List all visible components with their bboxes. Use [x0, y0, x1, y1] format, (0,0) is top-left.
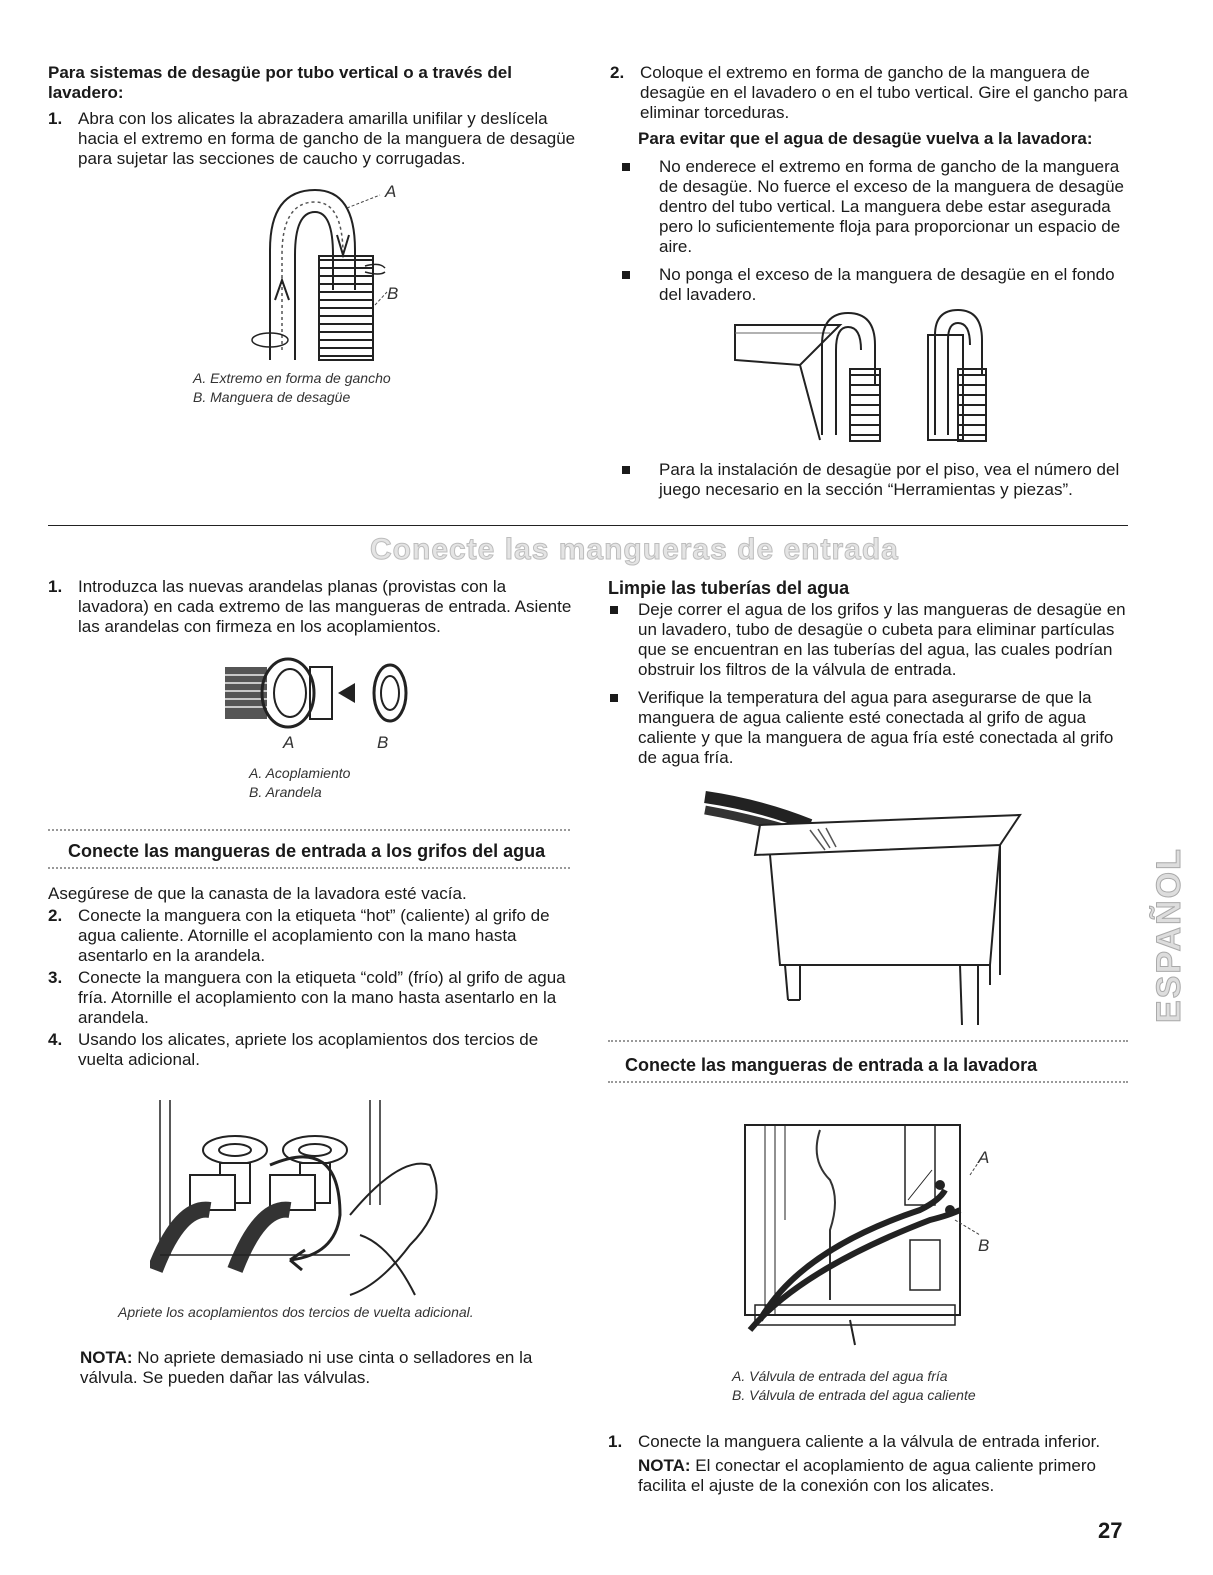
washer-step-1	[608, 1432, 1133, 1452]
caption-a: A. Válvula de entrada del agua fría	[732, 1368, 948, 1384]
backflow-bullet	[610, 460, 1130, 500]
faucets-heading: Conecte las mangueras de entrada a los grifos del agua	[68, 841, 546, 861]
bullet-icon	[610, 606, 618, 614]
heading-rule	[608, 1040, 1128, 1044]
figure-label-a: A	[978, 1148, 990, 1167]
step-number: 3.	[48, 968, 63, 987]
step-number: 1.	[48, 577, 63, 596]
note-label: NOTA:	[80, 1348, 133, 1367]
step-text: Conecte la manguera con la etiqueta “hot” (caliente) al grifo de agua caliente. Atornille el acoplamiento con la mano hasta asentarlo en la arandela.	[78, 906, 550, 965]
language-side-tab: ESPAÑOL	[1150, 847, 1188, 1023]
faucets-intro: Asegúrese de que la canasta de la lavadora esté vacía.	[48, 884, 467, 903]
step-text: Coloque el extremo en forma de gancho de la manguera de desagüe en el lavadero o en el tubo vertical. Gire el gancho para eliminar torceduras.	[640, 63, 1128, 122]
step-text: Usando los alicates, apriete los acoplamientos dos tercios de vuelta adicional.	[78, 1030, 539, 1069]
faucets-note	[80, 1348, 570, 1388]
caption-a: A. Acoplamiento	[249, 765, 351, 781]
bullet-text: Verifique la temperatura del agua para asegurarse de que la manguera de agua caliente esté conectada al grifo de agua caliente y que la manguera de agua fría esté conectada al grifo de agua fría.	[638, 688, 1114, 767]
flush-bullet	[608, 600, 1133, 680]
step-number: 2.	[48, 906, 63, 925]
caption-b: B. Manguera de desagüe	[193, 389, 351, 405]
flush-section	[608, 578, 1133, 768]
step-2	[610, 63, 1130, 123]
washer-step-section	[608, 1432, 1133, 1496]
step-number: 2.	[610, 63, 625, 82]
heading-rule	[48, 829, 570, 833]
step-number: 4.	[48, 1030, 63, 1049]
standpipe-heading: Para sistemas de desagüe por tubo vertical o a través del lavadero:	[48, 63, 512, 102]
tub-standpipe-illustration	[730, 305, 1020, 445]
section-title: Conecte las mangueras de entrada	[370, 533, 899, 566]
bucket-illustration	[700, 785, 1040, 1030]
bullet-text: No ponga el exceso de la manguera de desagüe en el fondo del lavadero.	[659, 265, 1115, 304]
washer-back-figure	[740, 1120, 1000, 1350]
faucets-illustration	[150, 1095, 480, 1305]
washer-heading: Conecte las mangueras de entrada a la lavadora	[625, 1055, 1038, 1075]
inlet-step-1	[48, 577, 578, 637]
heading-rule	[608, 1081, 1128, 1085]
backflow-subheading: Para evitar que el agua de desagüe vuelva a la lavadora:	[638, 129, 1093, 148]
faucets-figure	[150, 1095, 480, 1305]
bucket-figure	[700, 785, 1040, 1030]
step-text: Conecte la manguera caliente a la válvula de entrada inferior.	[638, 1432, 1101, 1451]
drain-hose-figure	[215, 180, 415, 370]
caption-b: B. Arandela	[249, 784, 322, 800]
bullet-icon	[622, 466, 630, 474]
faucets-section	[48, 884, 578, 1070]
bullet-icon	[622, 163, 630, 171]
note-text: No apriete demasiado ni use cinta o selladores en la válvula. Se pueden dañar las válvulas.	[80, 1348, 533, 1387]
caption-b: B. Válvula de entrada del agua caliente	[732, 1387, 976, 1403]
backflow-bullet	[610, 265, 1130, 305]
drain-placement-section	[610, 63, 1130, 305]
step-text: Introduzca las nuevas arandelas planas (provistas con la lavadora) en cada extremo de las mangueras de entrada. Asiente las arandelas con firmeza en los acoplamientos.	[78, 577, 572, 636]
figure-label-b: B	[377, 733, 389, 752]
tub-standpipe-figure	[730, 305, 1020, 445]
standpipe-step-1	[48, 109, 578, 169]
backflow-bullet	[610, 157, 1130, 257]
faucets-caption: Apriete los acoplamientos dos tercios de vuelta adicional.	[118, 1304, 474, 1320]
caption-a: A. Extremo en forma de gancho	[193, 370, 391, 386]
flush-bullet	[608, 688, 1133, 768]
faucet-step	[48, 968, 578, 1028]
bullet-icon	[622, 271, 630, 279]
step-number: 1.	[608, 1432, 623, 1451]
section-divider	[48, 525, 1128, 526]
coupling-washer-figure	[220, 655, 420, 740]
faucet-step	[48, 906, 578, 966]
figure-label-b: B	[387, 284, 399, 303]
washer-note	[638, 1456, 1133, 1496]
figure-label-a: A	[283, 733, 295, 752]
coupling-illustration	[220, 655, 420, 735]
figure-label-b: B	[978, 1236, 990, 1255]
step-text: Abra con los alicates la abrazadera amarilla unifilar y deslícela hacia el extremo en forma de gancho de la manguera de desagüe para sujetar las secciones de caucho y corrugadas.	[78, 109, 576, 168]
flush-heading: Limpie las tuberías del agua	[608, 578, 850, 598]
bullet-text: Deje correr el agua de los grifos y las mangueras de desagüe en un lavadero, tubo de desagüe o cubeta para eliminar partículas que se encuentran en las tuberías del agua, las cuales podrían obstruir los filtros de la válvula de entrada.	[638, 600, 1126, 679]
bullet-text: No enderece el extremo en forma de gancho de la manguera de desagüe. No fuerce el exceso de la manguera de desagüe dentro del tubo vertical. La manguera debe estar asegurada pero lo suficientemente floja para proporcionar un espacio de aire.	[659, 157, 1124, 256]
figure-label-a: A	[385, 182, 397, 201]
floor-drain-bullet-wrap	[610, 460, 1130, 500]
washer-section	[48, 577, 578, 637]
bullet-text: Para la instalación de desagüe por el piso, vea el número del juego necesario en la sección “Herramientas y piezas”.	[659, 460, 1120, 499]
standpipe-section	[48, 63, 578, 169]
washer-back-illustration	[740, 1120, 1000, 1350]
note-label: NOTA:	[638, 1456, 691, 1475]
step-text: Conecte la manguera con la etiqueta “cold” (frío) al grifo de agua fría. Atornille el acoplamiento con la mano hasta asentarlo en la arandela.	[78, 968, 566, 1027]
bullet-icon	[610, 694, 618, 702]
drain-hose-illustration	[215, 180, 415, 370]
page-number: 27	[1098, 1518, 1123, 1543]
note-text: El conectar el acoplamiento de agua caliente primero facilita el ajuste de la conexión con los alicates.	[638, 1456, 1096, 1495]
step-number: 1.	[48, 109, 63, 128]
faucet-step	[48, 1030, 578, 1070]
heading-rule	[48, 867, 570, 871]
